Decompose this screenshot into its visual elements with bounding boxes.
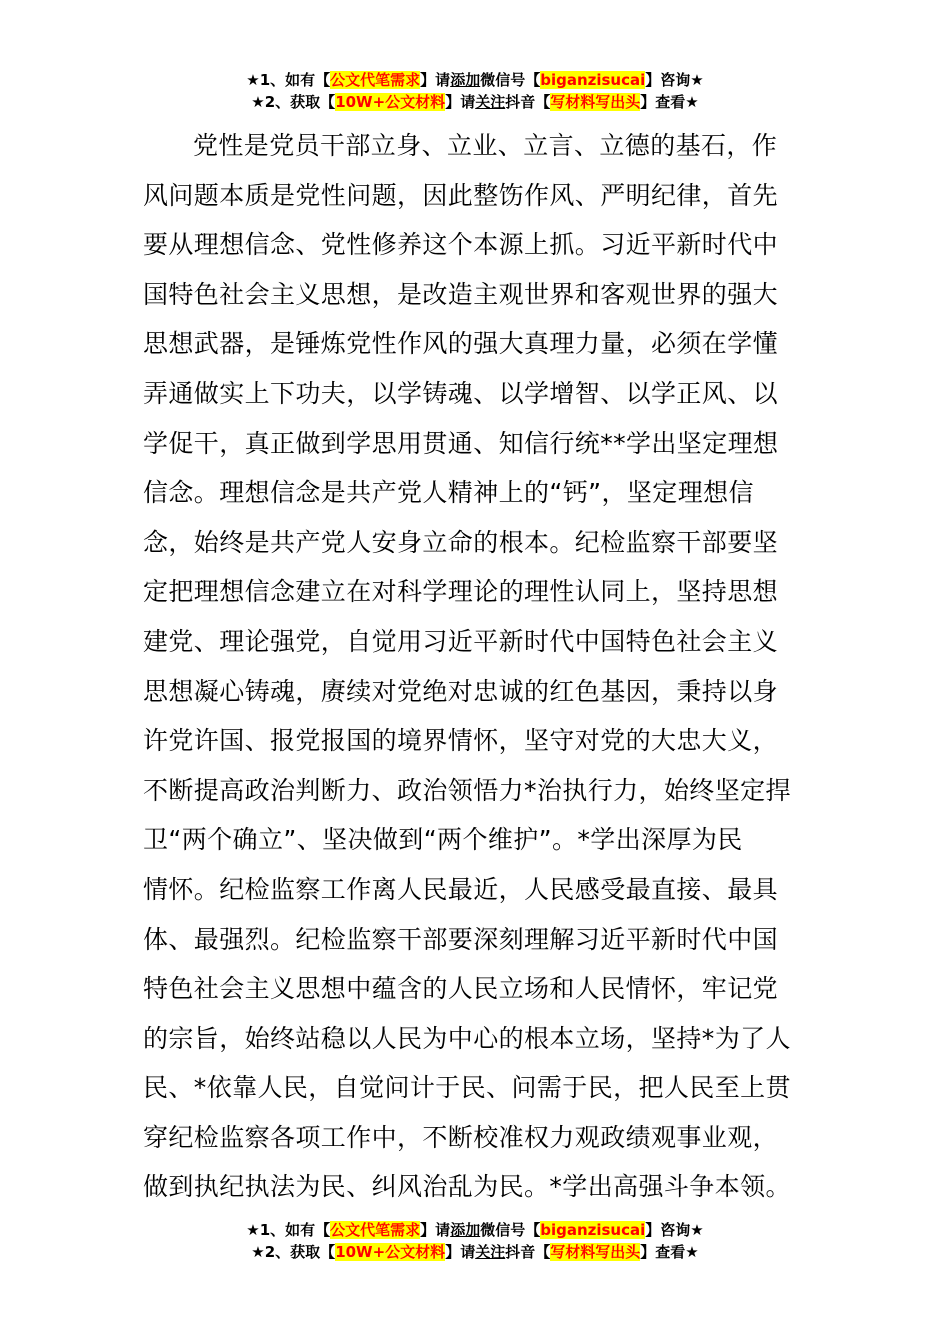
body-line: 学促干，真正做到学思用贯通、知信行统**学出坚定理想 <box>143 428 779 458</box>
body-line: 风问题本质是党性问题，因此整饬作风、严明纪律，首先 <box>143 180 779 210</box>
body-line: 特色社会主义思想中蕴含的人民立场和人民情怀，牢记党 <box>143 974 779 1004</box>
body-line: 的宗旨，始终站稳以人民为中心的根本立场，坚持*为了人 <box>143 1023 791 1053</box>
header-notice <box>0 69 950 113</box>
body-line: 不断提高政治判断力、政治领悟力*治执行力，始终坚定捍 <box>143 775 791 805</box>
body-line: 卫“两个确立”、坚决做到“两个维护”。*学出深厚为民 <box>143 825 743 855</box>
body-line: 思想凝心铸魂，赓续对党绝对忠诚的红色基因，秉持以身 <box>143 676 779 706</box>
body-line: 体、最强烈。纪检监察干部要深刻理解习近平新时代中国 <box>143 924 779 954</box>
header-notice-line-1: ★1、如有【公文代笔需求】请添加微信号【biganzisucai】咨询★ <box>246 71 704 89</box>
body-line: 做到执纪执法为民、纠风治乱为民。*学出高强斗争本领。 <box>143 1172 791 1202</box>
highlight-wechat-id: biganzisucai <box>540 71 646 89</box>
highlight-douyin-account: 写材料写出头 <box>550 93 641 111</box>
body-line: 党性是党员干部立身、立业、立言、立德的基石，作 <box>193 131 778 160</box>
header-notice-line-2: ★2、获取【10W+公文材料】请关注抖音【写材料写出头】查看★ <box>251 93 699 111</box>
footer-notice-line-1: ★1、如有【公文代笔需求】请添加微信号【biganzisucai】咨询★ <box>246 1221 704 1239</box>
highlight-service: 公文代笔需求 <box>330 1221 421 1239</box>
body-line: 信念。理想信念是共产党人精神上的“钙”，坚定理想信 <box>143 478 754 508</box>
highlight-douyin-account: 写材料写出头 <box>550 1243 641 1261</box>
body-line: 要从理想信念、党性修养这个本源上抓。习近平新时代中 <box>143 230 779 260</box>
footer-notice-line-2: ★2、获取【10W+公文材料】请关注抖音【写材料写出头】查看★ <box>251 1243 699 1261</box>
body-line: 定把理想信念建立在对科学理论的理性认同上，坚持思想 <box>143 577 779 607</box>
body-line: 许党许国、报党报国的境界情怀，坚守对党的大忠大义， <box>143 726 779 756</box>
article-body <box>143 121 811 1212</box>
highlight-materials: 10W+公文材料 <box>335 1243 446 1261</box>
body-line: 念，始终是共产党人安身立命的根本。纪检监察干部要坚 <box>143 527 779 557</box>
body-line: 国特色社会主义思想，是改造主观世界和客观世界的强大 <box>143 279 779 309</box>
highlight-materials: 10W+公文材料 <box>335 93 446 111</box>
highlight-wechat-id: biganzisucai <box>540 1221 646 1239</box>
body-line: 建党、理论强党，自觉用习近平新时代中国特色社会主义 <box>143 626 779 656</box>
body-line: 穿纪检监察各项工作中，不断校准权力观政绩观事业观， <box>143 1122 779 1152</box>
highlight-service: 公文代笔需求 <box>330 71 421 89</box>
body-line: 思想武器，是锤炼党性作风的强大真理力量，必须在学懂 <box>143 329 779 359</box>
body-line: 民、*依靠人民，自觉问计于民、问需于民，把人民至上贯 <box>143 1073 791 1103</box>
footer-notice <box>0 1219 950 1263</box>
body-line: 情怀。纪检监察工作离人民最近，人民感受最直接、最具 <box>143 874 779 904</box>
body-line: 弄通做实上下功夫，以学铸魂、以学增智、以学正风、以 <box>143 378 779 408</box>
